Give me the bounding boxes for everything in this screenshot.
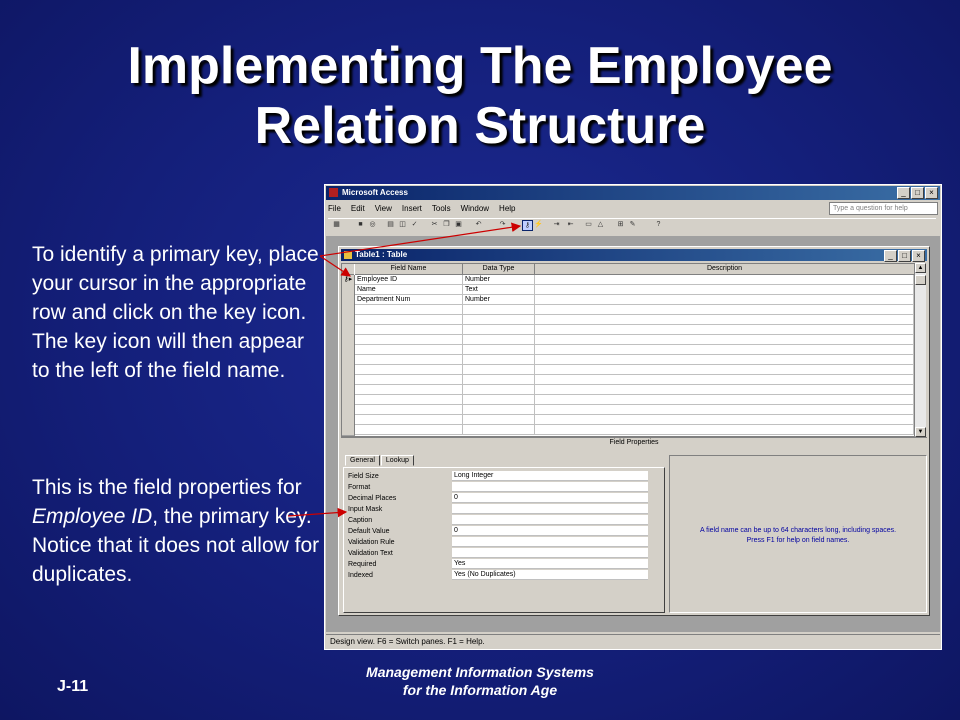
view-icon[interactable]: ▦ <box>333 221 340 228</box>
arrow-to-properties <box>288 512 346 516</box>
property-value[interactable]: 0 <box>452 526 648 536</box>
property-label: Default Value <box>348 528 390 535</box>
table-row-field-name[interactable]: Name <box>355 285 463 295</box>
property-label: Indexed <box>348 572 373 579</box>
table-window-title: Table1 : Table <box>355 250 408 259</box>
save-icon[interactable]: ■ <box>358 221 363 228</box>
delete-rows-icon[interactable]: ⇤ <box>567 221 574 228</box>
property-label: Validation Text <box>348 550 393 557</box>
search-icon[interactable]: ◎ <box>369 221 376 228</box>
property-label: Format <box>348 484 371 491</box>
close-button[interactable]: × <box>925 187 938 199</box>
minimize-button[interactable]: _ <box>897 187 910 199</box>
build-icon[interactable]: △ <box>597 221 604 228</box>
menu-insert[interactable]: Insert <box>401 204 422 213</box>
indexes-icon[interactable]: ⚡ <box>534 221 543 228</box>
menu-edit[interactable]: Edit <box>350 204 365 213</box>
print-preview-icon[interactable]: ◫ <box>399 221 406 228</box>
menu-help[interactable]: Help <box>499 204 516 213</box>
paste-icon[interactable]: ▣ <box>455 221 462 228</box>
help-line-1: A field name can be up to 64 characters long, including spaces. <box>699 527 897 534</box>
copy-icon[interactable]: ❐ <box>443 221 450 228</box>
scroll-down-icon[interactable]: ▼ <box>915 427 926 437</box>
property-value[interactable]: Yes <box>452 559 648 569</box>
property-label: Decimal Places <box>348 495 397 502</box>
property-value[interactable]: Long Integer <box>452 471 648 481</box>
insert-rows-icon[interactable]: ⇥ <box>553 221 560 228</box>
tab-lookup[interactable]: Lookup <box>381 455 414 466</box>
title-line-2: Relation Structure <box>254 97 706 155</box>
menu-window[interactable]: Window <box>460 204 490 213</box>
print-icon[interactable]: ▤ <box>387 221 394 228</box>
new-object-icon[interactable]: ✎ <box>629 221 636 228</box>
ask-question-input[interactable]: Type a question for help <box>829 202 938 215</box>
table-close-button[interactable]: × <box>912 250 925 262</box>
properties-icon[interactable]: ▭ <box>585 221 592 228</box>
column-header-field-name[interactable]: Field Name <box>355 264 463 275</box>
property-label: Caption <box>348 517 373 524</box>
cut-icon[interactable]: ✂ <box>431 221 438 228</box>
table-maximize-button[interactable]: □ <box>898 250 911 262</box>
property-label: Validation Rule <box>348 539 395 546</box>
primary-key-instructions: To identify a primary key, place your cursor in the appropriate row and click on the key icon. The key icon will then appear to the left of the field name. <box>32 243 319 382</box>
table-row-data-type[interactable]: Text <box>463 285 535 295</box>
undo-icon[interactable]: ↶ <box>475 221 482 228</box>
title-line-1: Implementing The Employee <box>127 37 833 95</box>
table-row-field-name[interactable]: Department Num <box>355 295 463 305</box>
field-properties-label: Field Properties <box>341 437 927 448</box>
table-row-data-type[interactable]: Number <box>463 275 535 285</box>
arrow-to-grid-key <box>320 256 350 276</box>
menu-view[interactable]: View <box>374 204 392 213</box>
database-window-icon[interactable]: ⊞ <box>617 221 624 228</box>
status-text: Design view. F6 = Switch panes. F1 = Help. <box>330 637 485 646</box>
table-minimize-button[interactable]: _ <box>884 250 897 262</box>
arrow-to-key-icon <box>320 226 520 256</box>
table-row-field-name[interactable]: Employee ID <box>355 275 463 285</box>
primary-key-icon[interactable]: ⚷▸ <box>342 275 355 286</box>
footer-line-1: Management Information Systems <box>366 664 594 680</box>
footer-line-2: for the Information Age <box>402 682 558 698</box>
property-label: Input Mask <box>348 506 383 513</box>
slide-number: J-11 <box>57 678 89 695</box>
redo-icon[interactable]: ↷ <box>499 221 506 228</box>
note-emphasis: Employee ID <box>32 505 153 528</box>
property-label: Required <box>348 561 377 568</box>
menu-file[interactable]: File <box>328 204 341 213</box>
maximize-button[interactable]: □ <box>911 187 924 199</box>
property-value[interactable]: Yes (No Duplicates) <box>452 570 648 580</box>
property-value[interactable]: 0 <box>452 493 648 503</box>
note-text-start: This is the field properties for <box>32 476 302 499</box>
column-header-data-type[interactable]: Data Type <box>463 264 535 275</box>
tab-general[interactable]: General <box>345 455 380 466</box>
table-row-data-type[interactable]: Number <box>463 295 535 305</box>
spelling-icon[interactable]: ✓ <box>411 221 418 228</box>
access-title: Microsoft Access <box>342 188 408 197</box>
note-text-end: , the primary key. Notice that it does not allow for duplicates. <box>32 505 320 586</box>
menu-tools[interactable]: Tools <box>431 204 451 213</box>
scroll-up-icon[interactable]: ▲ <box>915 263 926 273</box>
help-line-2: Press F1 for help on field names. <box>746 537 850 544</box>
help-icon[interactable]: ? <box>656 221 661 228</box>
column-header-description[interactable]: Description <box>535 264 914 275</box>
property-label: Field Size <box>348 473 379 480</box>
primary-key-icon[interactable]: ⚷ <box>522 220 533 231</box>
